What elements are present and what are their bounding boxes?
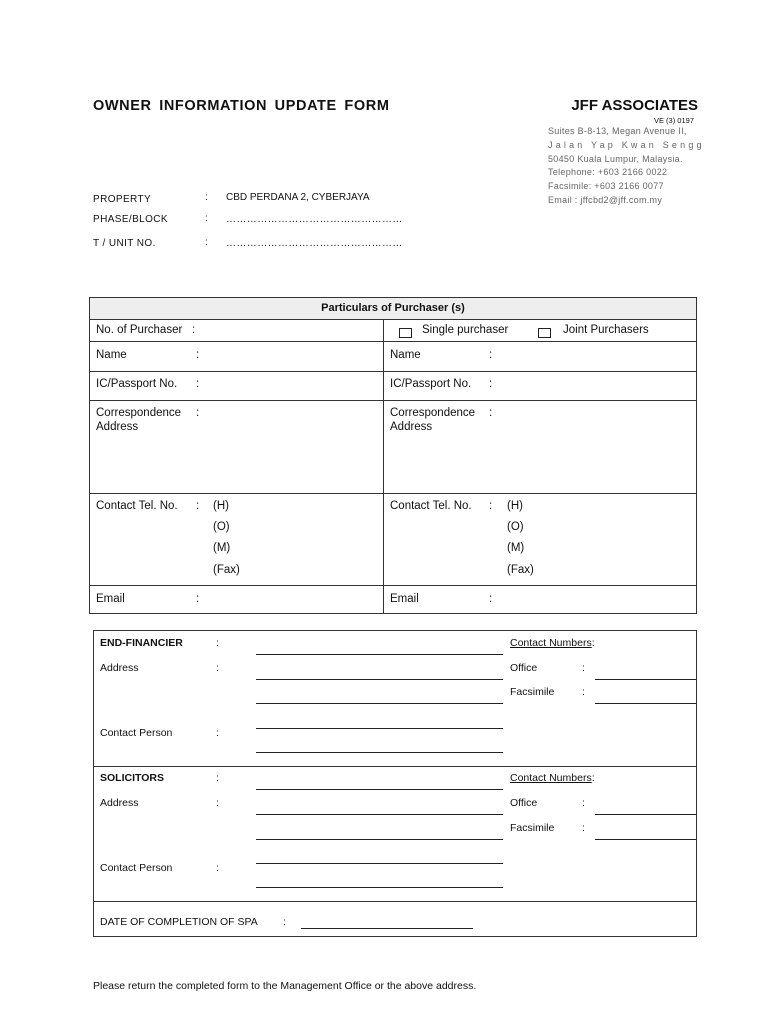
purchaser-table [89, 297, 697, 614]
financier-facsimile-field[interactable] [595, 703, 696, 704]
single-purchaser-checkbox[interactable] [399, 328, 412, 338]
phase-block-colon: : [205, 213, 208, 224]
solicitors-address-field-1[interactable] [256, 814, 503, 815]
solicitors-address-label: Address [100, 797, 139, 809]
date-of-completion-label: DATE OF COMPLETION OF SPA [100, 916, 258, 928]
financier-contact-person-colon: : [216, 727, 219, 739]
solicitors-contact-person-field[interactable] [256, 887, 503, 888]
financier-address-label: Address [100, 662, 139, 674]
purchaser-table-heading: Particulars of Purchaser (s) [90, 298, 696, 320]
financier-address-field-1[interactable] [256, 679, 503, 680]
facsimile-line: Facsimile: +603 2166 0077 [548, 181, 664, 192]
solicitors-field[interactable] [256, 789, 503, 790]
solicitors-label: SOLICITORS [100, 772, 164, 784]
financier-address-field-3[interactable] [256, 728, 503, 729]
financier-contact-person-label: Contact Person [100, 727, 173, 739]
ic-passport-colon: : [196, 378, 200, 390]
unit-number-label: T / UNIT NO. [93, 238, 156, 249]
solicitors-contact-person-colon: : [216, 862, 219, 874]
correspondence-colon: : [196, 407, 200, 419]
solicitors-office-colon: : [582, 797, 585, 809]
financier-office-label: Office [510, 662, 538, 674]
property-label: PROPERTY [93, 194, 152, 205]
unit-number-field[interactable]: …………………………………………… [226, 238, 403, 249]
email-label: Email [96, 593, 125, 605]
financier-contact-person-field[interactable] [256, 752, 503, 753]
joint-purchasers-checkbox[interactable] [538, 328, 551, 338]
ic-passport-colon-2: : [489, 378, 493, 390]
solicitors-facsimile-label: Facsimile [510, 822, 555, 834]
name-colon: : [196, 349, 200, 361]
home-phone-label-2: (H) [507, 500, 523, 512]
mobile-phone-label-2: (M) [507, 542, 525, 554]
end-financier-colon: : [216, 637, 219, 649]
solicitors-colon: : [216, 772, 219, 784]
financier-contact-numbers-label: Contact Numbers [510, 637, 592, 649]
financier-facsimile-label: Facsimile [510, 686, 555, 698]
date-of-completion-field[interactable] [301, 928, 473, 929]
correspondence-label-2: Correspondence [390, 407, 476, 419]
phase-block-field[interactable]: …………………………………………… [226, 214, 403, 225]
solicitors-contact-numbers-colon: : [591, 772, 595, 784]
form-title: OWNER INFORMATION UPDATE FORM [93, 98, 390, 114]
address-line: 50450 Kuala Lumpur, Malaysia. [548, 153, 683, 164]
contact-tel-label-2: Contact Tel. No. [390, 500, 472, 512]
solicitors-contact-numbers-label: Contact Numbers [510, 772, 592, 784]
solicitors-facsimile-colon: : [582, 822, 585, 834]
ic-passport-label: IC/Passport No. [96, 378, 178, 390]
joint-purchasers-label: Joint Purchasers [563, 324, 649, 336]
date-of-completion-colon: : [283, 916, 286, 928]
financier-address-colon: : [216, 662, 219, 674]
no-of-purchaser-colon: : [192, 324, 196, 336]
address-label-2: Address [390, 421, 433, 433]
office-phone-label-2: (O) [507, 521, 524, 533]
solicitors-address-colon: : [216, 797, 219, 809]
solicitors-office-label: Office [510, 797, 538, 809]
financier-contact-numbers-heading [510, 637, 595, 649]
financier-office-field[interactable] [595, 679, 696, 680]
email-label-2: Email [390, 593, 419, 605]
financier-table [93, 630, 697, 937]
name-label-2: Name [390, 349, 421, 361]
solicitors-contact-numbers-heading [510, 772, 595, 784]
financier-facsimile-colon: : [582, 686, 585, 698]
contact-tel-label: Contact Tel. No. [96, 500, 178, 512]
email-colon: : [196, 593, 200, 605]
solicitors-address-field-2[interactable] [256, 839, 503, 840]
end-financier-field[interactable] [256, 654, 503, 655]
end-financier-label: END-FINANCIER [100, 637, 183, 649]
solicitors-office-field[interactable] [595, 814, 696, 815]
office-phone-label: (O) [213, 521, 230, 533]
correspondence-label: Correspondence [96, 407, 182, 419]
address-line: Suites B-8-13, Megan Avenue II, [548, 126, 687, 136]
solicitors-facsimile-field[interactable] [595, 839, 696, 840]
return-instructions: Please return the completed form to the Management Office or the above address. [93, 980, 477, 992]
mobile-phone-label: (M) [213, 542, 231, 554]
name-label: Name [96, 349, 127, 361]
fax-label-2: (Fax) [507, 564, 534, 576]
address-line: Jalan Yap Kwan Sengg [548, 139, 705, 150]
email-colon-2: : [489, 593, 493, 605]
email-line: Email : jffcbd2@jff.com.my [548, 194, 663, 205]
fax-label: (Fax) [213, 564, 240, 576]
no-of-purchaser-label: No. of Purchaser [96, 324, 183, 336]
company-name: JFF ASSOCIATES [571, 97, 698, 114]
property-value: CBD PERDANA 2, CYBERJAYA [226, 192, 370, 203]
financier-contact-numbers-colon: : [591, 637, 595, 649]
property-colon: : [205, 192, 208, 203]
correspondence-colon-2: : [489, 407, 493, 419]
financier-address-field-2[interactable] [256, 703, 503, 704]
single-purchaser-label: Single purchaser [422, 324, 509, 336]
unit-number-colon: : [205, 237, 208, 248]
phase-block-label: PHASE/BLOCK [93, 214, 168, 225]
home-phone-label: (H) [213, 500, 229, 512]
solicitors-address-field-3[interactable] [256, 863, 503, 864]
registration-number: VE (3) 0197 [653, 116, 694, 125]
name-colon-2: : [489, 349, 493, 361]
company-address [548, 125, 705, 208]
ic-passport-label-2: IC/Passport No. [390, 378, 472, 390]
contact-tel-colon: : [196, 500, 200, 512]
contact-tel-colon-2: : [489, 500, 493, 512]
telephone-line: Telephone: +603 2166 0022 [548, 167, 668, 178]
address-label: Address [96, 421, 139, 433]
financier-office-colon: : [582, 662, 585, 674]
solicitors-contact-person-label: Contact Person [100, 862, 173, 874]
